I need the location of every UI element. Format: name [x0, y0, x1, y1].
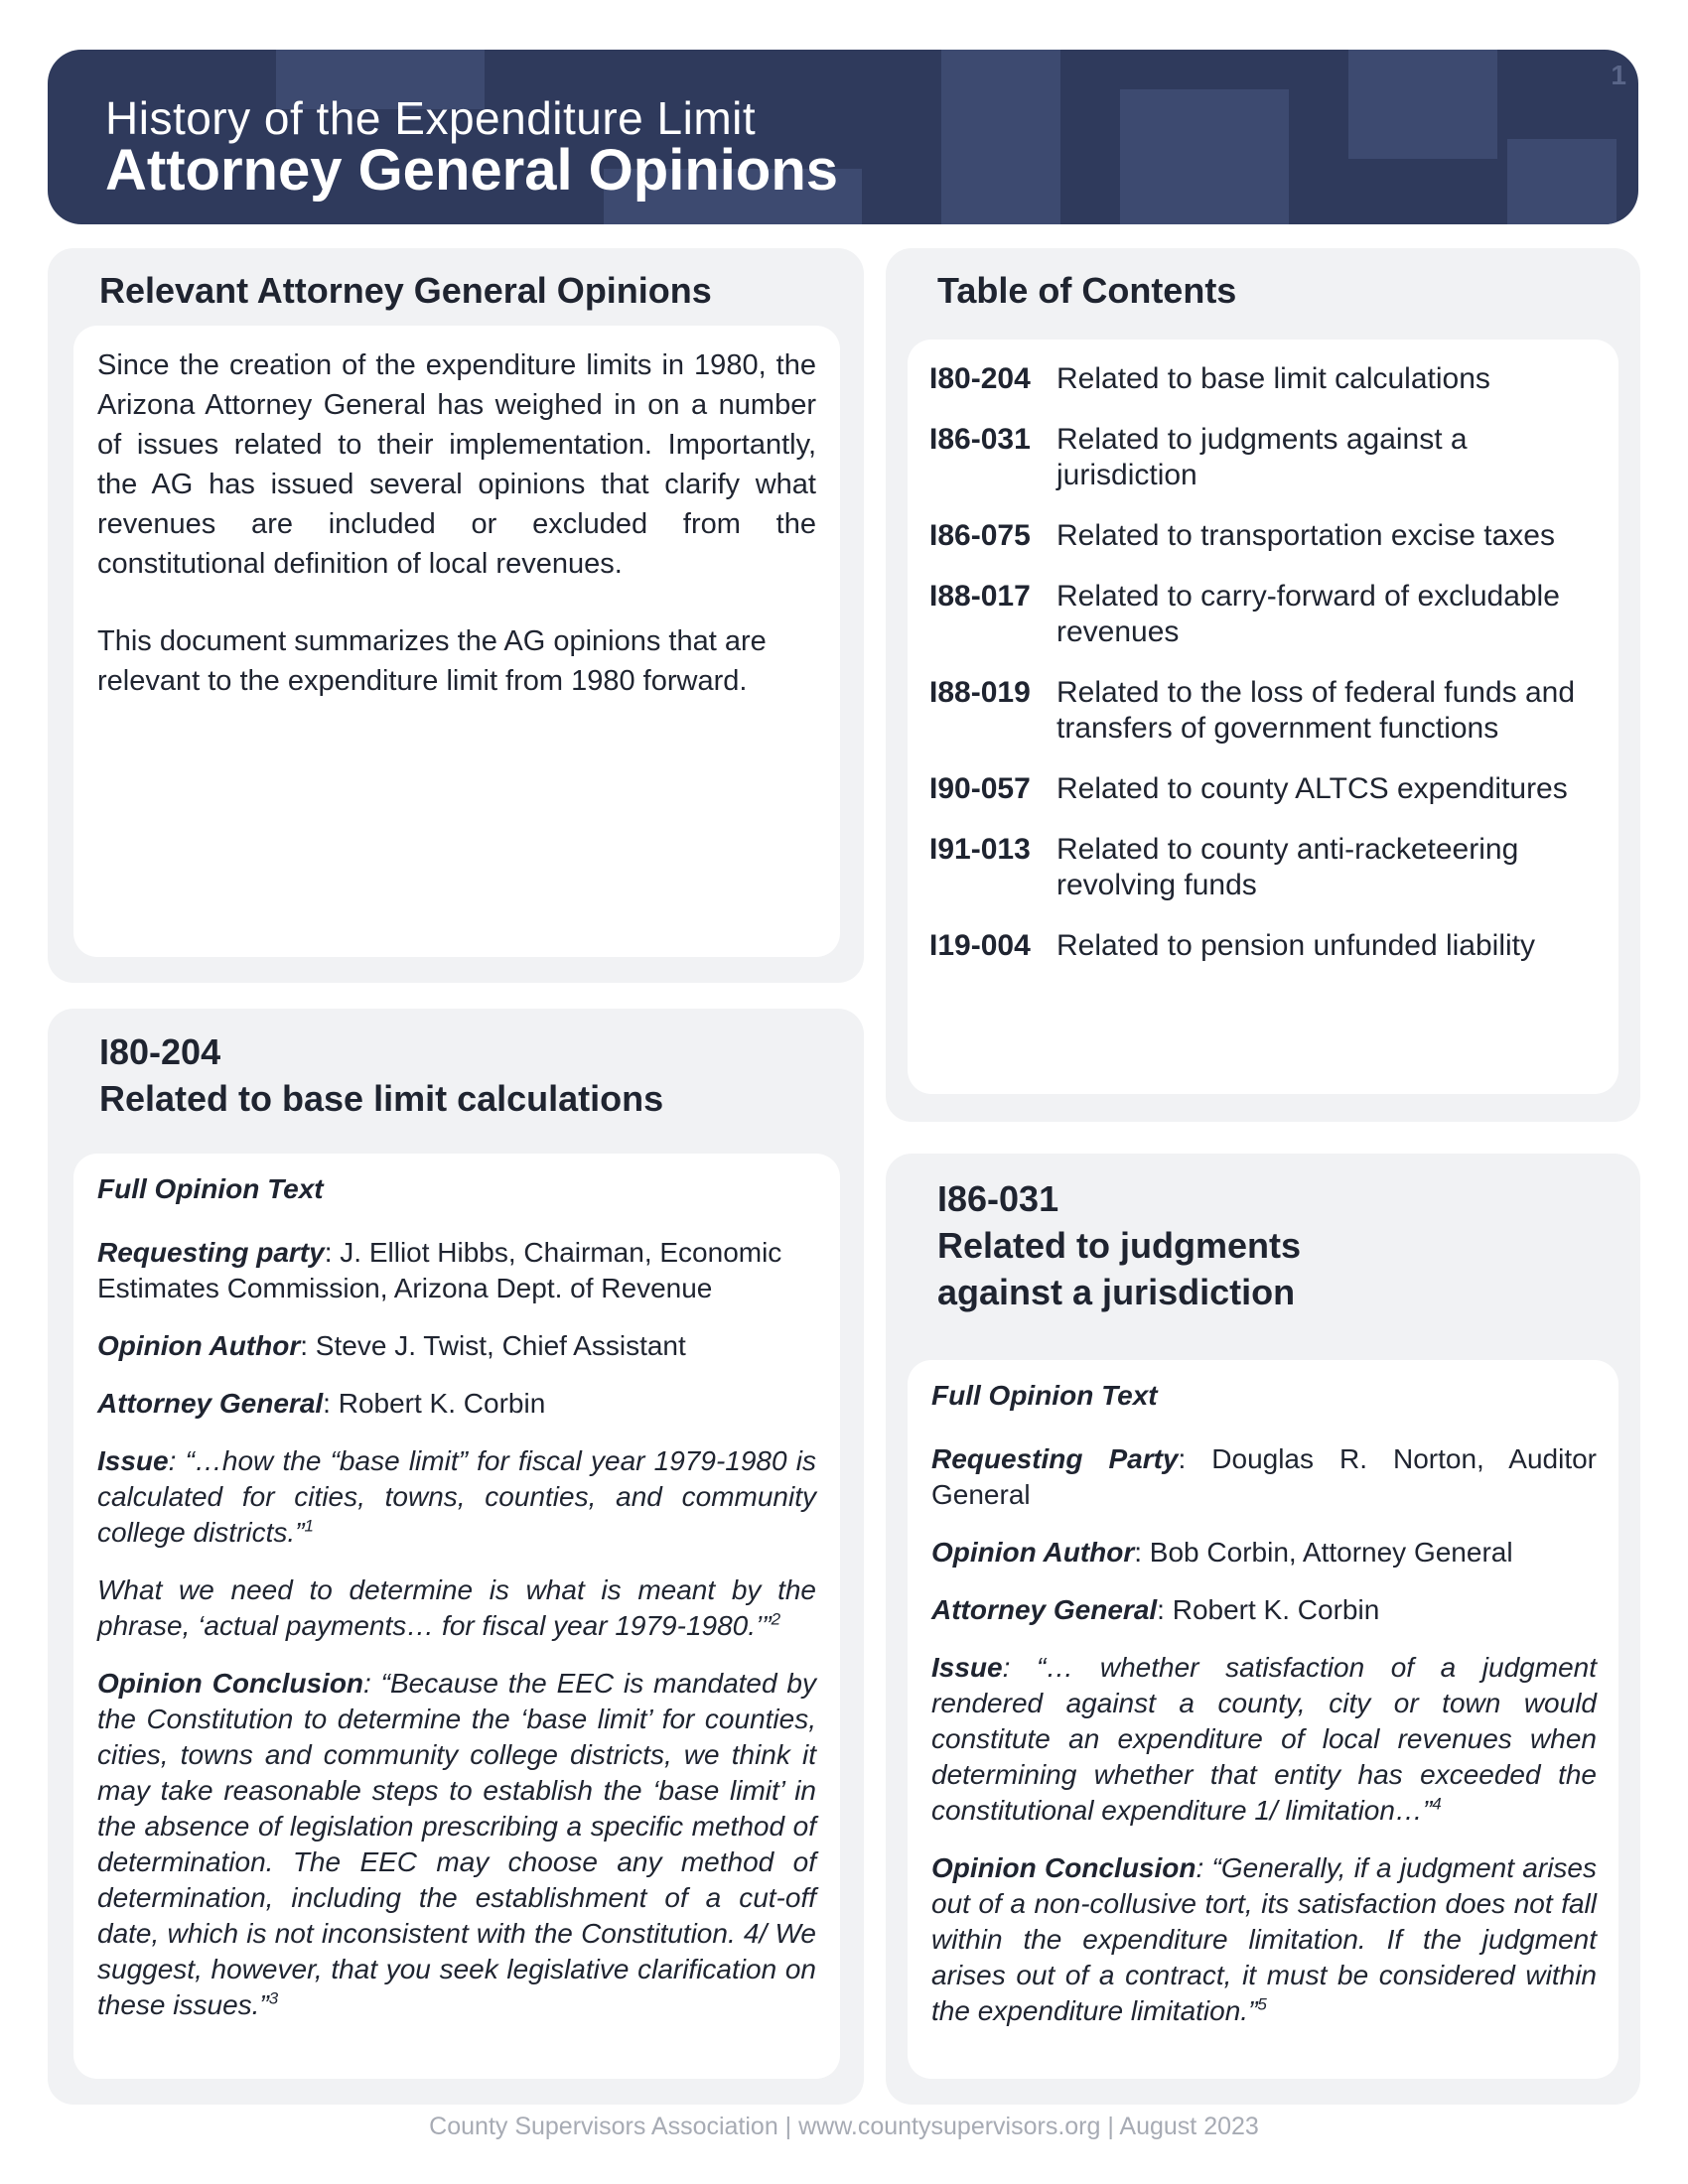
toc-item-desc: Related to base limit calculations: [1056, 362, 1490, 395]
requesting-party-label: Requesting party: [97, 1237, 325, 1268]
toc-item-desc: Related to judgments against a jurisdiction: [1056, 423, 1468, 491]
attorney-general-label: Attorney General: [931, 1594, 1158, 1625]
opinion-i80-204-panel: [48, 1009, 864, 2105]
toc-item[interactable]: [929, 579, 1605, 650]
map-shape-decoration: [1120, 89, 1289, 224]
requesting-party-value: : Douglas R. Norton, Auditor General: [931, 1443, 1597, 1510]
toc-item-code: I19-004: [929, 929, 1031, 962]
requesting-party: [97, 1235, 816, 1306]
opinion-heading: [937, 1175, 1613, 1315]
opinion-code: I86-031: [937, 1178, 1059, 1219]
opinion-code: I80-204: [99, 1031, 221, 1072]
toc-item-desc: Related to pension unfunded liability: [1056, 929, 1536, 962]
toc-title: Table of Contents: [937, 270, 1237, 311]
toc-item-desc: Related to county ALTCS expenditures: [1056, 772, 1568, 805]
toc-item[interactable]: [929, 928, 1605, 964]
footnote-marker: 4: [1432, 1794, 1442, 1814]
intro-panel: [48, 248, 864, 983]
opinion-i86-031-panel: [886, 1154, 1640, 2105]
opinion-card: [73, 1154, 840, 2079]
toc-item-code: I80-204: [929, 362, 1031, 395]
opinion-author-label: Opinion Author: [931, 1537, 1135, 1568]
toc-item-code: I86-031: [929, 423, 1031, 456]
opinion-subtitle: against a jurisdiction: [937, 1272, 1296, 1312]
conclusion-value: : “Generally, if a judgment arises out of a non-collusive tort, its satisfaction does not fall within the expenditure limitation. If the judgment arises out of a contract, it must be considered within the expenditure limitation.”: [931, 1852, 1597, 2026]
toc-item[interactable]: [929, 518, 1605, 554]
footnote-marker: 2: [771, 1609, 781, 1629]
conclusion-label: Opinion Conclusion: [97, 1668, 364, 1699]
issue-label: Issue: [97, 1445, 169, 1476]
opinion-author: [97, 1328, 816, 1364]
map-shape-decoration: [941, 50, 1060, 224]
toc-item[interactable]: [929, 832, 1605, 903]
opinion-author: [931, 1535, 1597, 1570]
conclusion-value: : “Because the EEC is mandated by the Constitution to determine the ‘base limit’ for counties, cities, towns and community college districts, we think it may take reasonable steps to establish the ‘base limit’ in the absence of legislation prescribing a specific method of determination. The EEC may choose any method of determination, including the establishment of a cut-off date, which is not inconsistent with the Constitution. 4/ We suggest, however, that you seek legislative clarification on these issues.”: [97, 1668, 816, 2020]
issue-value: : “… whether satisfaction of a judgment rendered against a county, city or town would constitute an expenditure of local revenues when determining whether that entity has exceeded the constitutional expenditure 1/ limitation…”: [931, 1652, 1597, 1826]
intro-paragraph: This document summarizes the AG opinions that are relevant to the expenditure limit from 1980 forward.: [97, 625, 767, 697]
toc-item-code: I90-057: [929, 772, 1031, 805]
toc-item-desc: Related to county anti-racketeering revolving funds: [1056, 833, 1519, 901]
attorney-general-value: : Robert K. Corbin: [1157, 1594, 1380, 1625]
header-title-line1: History of the Expenditure Limit: [105, 92, 757, 144]
footnote-marker: 5: [1257, 1994, 1267, 2014]
requesting-party: [931, 1441, 1597, 1513]
intro-body: [97, 345, 816, 739]
opinion-body: [931, 1378, 1597, 2051]
page-footer: County Supervisors Association | www.countysupervisors.org | August 2023: [429, 2113, 1259, 2140]
conclusion-label: Opinion Conclusion: [931, 1852, 1196, 1883]
opinion-author-value: : Bob Corbin, Attorney General: [1134, 1537, 1513, 1568]
map-shape-decoration: [1348, 50, 1497, 159]
issue-continued-value: What we need to determine is what is meant by the phrase, ‘actual payments… for fiscal year 1979-1980.’”: [97, 1574, 816, 1641]
full-opinion-text-link[interactable]: Full Opinion Text: [931, 1380, 1158, 1411]
attorney-general-value: : Robert K. Corbin: [323, 1388, 546, 1419]
opinion-subtitle: Related to base limit calculations: [99, 1078, 664, 1119]
attorney-general: [97, 1386, 816, 1422]
map-shape-decoration: [1507, 139, 1617, 224]
page-number: 1: [1611, 60, 1626, 90]
toc-item[interactable]: [929, 422, 1605, 493]
opinion-issue: [931, 1650, 1597, 1829]
requesting-party-value: : J. Elliot Hibbs, Chairman, Economic Estimates Commission, Arizona Dept. of Revenue: [97, 1237, 782, 1303]
intro-title: Relevant Attorney General Opinions: [99, 270, 712, 311]
intro-paragraph: Since the creation of the expenditure limits in 1980, the Arizona Attorney General has weighed in on a number of issues related to their implementation. Importantly, the AG has issued several opinions that clarify what revenues are included or excluded from the constitutional definition of local revenues.: [97, 349, 816, 580]
opinion-heading: [99, 1028, 834, 1122]
opinion-conclusion: [97, 1666, 816, 2023]
opinion-issue: [97, 1443, 816, 1551]
intro-card: [73, 326, 840, 957]
full-opinion-text-link[interactable]: Full Opinion Text: [97, 1173, 324, 1204]
issue-label: Issue: [931, 1652, 1003, 1683]
toc-item-code: I88-017: [929, 580, 1031, 613]
toc-item-desc: Related to transportation excise taxes: [1056, 519, 1555, 552]
toc-card: [908, 340, 1618, 1094]
issue-value: : “…how the “base limit” for fiscal year 1979-1980 is calculated for cities, towns, counties, and community college districts.”: [97, 1445, 816, 1548]
header-title-line2: Attorney General Opinions: [105, 138, 838, 203]
toc-panel: [886, 248, 1640, 1122]
opinion-conclusion: [931, 1850, 1597, 2029]
attorney-general-label: Attorney General: [97, 1388, 324, 1419]
toc-item[interactable]: [929, 771, 1605, 807]
toc-item-code: I88-019: [929, 676, 1031, 709]
page-header: [48, 50, 1638, 224]
opinion-issue-continued: [97, 1572, 816, 1644]
opinion-subtitle: Related to judgments: [937, 1225, 1302, 1266]
opinion-card: [908, 1360, 1618, 2079]
opinion-author-value: : Steve J. Twist, Chief Assistant: [300, 1330, 686, 1361]
toc-item-code: I91-013: [929, 833, 1031, 866]
toc-item[interactable]: [929, 361, 1605, 397]
opinion-author-label: Opinion Author: [97, 1330, 301, 1361]
toc-item[interactable]: [929, 675, 1605, 747]
attorney-general: [931, 1592, 1597, 1628]
toc-item-code: I86-075: [929, 519, 1031, 552]
requesting-party-label: Requesting Party: [931, 1443, 1179, 1474]
footnote-marker: 1: [304, 1516, 314, 1536]
footnote-marker: 3: [268, 1988, 279, 2008]
toc-item-desc: Related to the loss of federal funds and transfers of government functions: [1056, 676, 1576, 745]
toc-list: [929, 361, 1605, 989]
toc-item-desc: Related to carry-forward of excludable revenues: [1056, 580, 1560, 648]
opinion-body: [97, 1171, 816, 2045]
